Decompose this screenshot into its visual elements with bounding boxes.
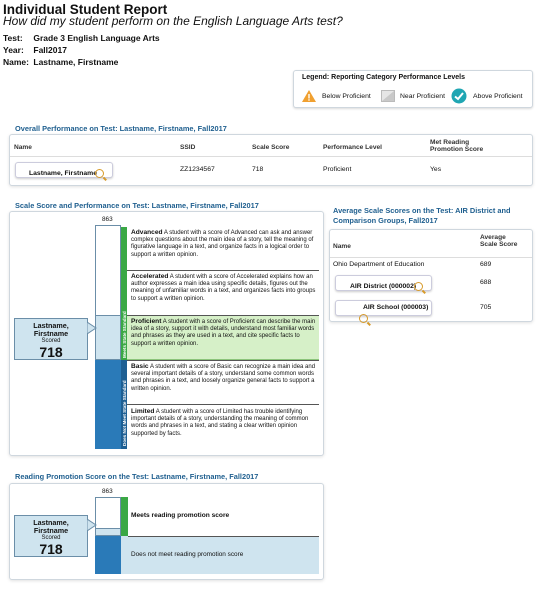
overall-panel <box>9 134 533 186</box>
scale-panel <box>9 211 324 456</box>
level-limited-name: Limited <box>131 408 155 415</box>
avg-row-state-score: 689 <box>480 261 492 268</box>
promo-pointer-icon <box>87 519 97 531</box>
year-label: Year: <box>3 45 24 55</box>
test-value: Grade 3 English Language Arts <box>33 33 160 43</box>
level-proficient-text: A student with a score of Proficient can describe the main idea of a story, support it with details, understand most familiar words and phrases as they are used in a text, and cite specific facts to support a written opinion. <box>131 319 316 347</box>
report-subtitle: How did my student perform on the English Language Arts test? <box>3 14 343 28</box>
test-label: Test: <box>3 33 23 43</box>
test-row <box>3 33 160 43</box>
avg-col-score: Average Scale Score <box>480 234 518 249</box>
promo-card-scored-label: Scored <box>41 534 61 541</box>
bar-fill-lower <box>95 360 121 449</box>
score-card-value: 718 <box>39 343 63 360</box>
student-score-card <box>14 318 88 360</box>
promo-card-value: 718 <box>39 540 63 557</box>
col-met-promotion: Met Reading Promotion Score <box>430 139 484 154</box>
report-title: Individual Student Report <box>3 2 168 17</box>
col-performance-level: Performance Level <box>323 144 383 151</box>
avg-row-district-score: 688 <box>480 279 492 286</box>
search-icon <box>95 169 104 178</box>
legend-above: Above Proficient <box>473 93 523 100</box>
promo-score-card <box>14 515 88 557</box>
promotion-title: Reading Promotion Score on the Test: Lastname, Firstname, Fall2017 <box>15 472 259 481</box>
promo-bar-fill <box>95 528 121 536</box>
near-proficient-icon <box>381 90 395 102</box>
year-row <box>3 45 67 55</box>
legend-below: Below Proficient <box>322 93 371 100</box>
divider-752 <box>127 270 319 271</box>
col-ssid: SSID <box>180 144 196 151</box>
divider-672 <box>127 404 319 405</box>
district-button[interactable] <box>335 275 432 291</box>
scale-title: Scale Score and Performance on Test: Lastname, Firstname, Fall2017 <box>15 201 259 210</box>
averages-title: Average Scale Scores on the Test: AIR District and Comparison Groups, Fall2017 <box>333 206 511 225</box>
promo-meets-label: Meets reading promotion score <box>131 512 230 519</box>
promo-not-meets-label: Does not meet reading promotion score <box>131 551 244 558</box>
divider-725 <box>127 315 319 316</box>
level-accelerated <box>131 273 317 303</box>
level-limited <box>131 408 317 438</box>
school-button[interactable] <box>335 300 432 316</box>
scale-score-value: 718 <box>252 166 264 173</box>
level-basic <box>131 363 317 393</box>
level-proficient <box>131 318 317 348</box>
met-promotion-value: Yes <box>430 166 442 173</box>
performance-level-value: Proficient <box>323 166 352 173</box>
district-name: AIR District (000002) <box>350 283 417 290</box>
level-limited-text: A student with a score of Limited has trouble identifying important details of a story, understanding the meaning of common words and phrases in a text, and stating a clear written opinion supported by facts. <box>131 409 309 437</box>
promo-card-name-2: Firstname <box>33 525 69 535</box>
tick-863: 863 <box>102 216 113 223</box>
level-basic-text: A student with a score of Basic can recognize a main idea and several important details of a story, understand some common words and phrases in a text, and loosely organize general facts to support a written opinion. <box>131 364 316 392</box>
bar-fill-proficient <box>95 315 121 360</box>
check-circle-icon <box>451 88 467 104</box>
promotion-panel <box>9 483 324 580</box>
meets-standard-label: Meets State Standard <box>122 311 127 358</box>
promo-divider <box>128 536 319 537</box>
level-accelerated-name: Accelerated <box>131 273 169 280</box>
level-basic-name: Basic <box>131 363 149 370</box>
col-scale-score: Scale Score <box>252 144 290 151</box>
student-name: Lastname, Firstname <box>29 170 97 177</box>
score-pointer-icon <box>87 322 97 334</box>
promo-bar-lower <box>95 536 121 574</box>
promo-tick-863: 863 <box>102 488 113 495</box>
score-card-scored-label: Scored <box>41 337 61 344</box>
score-card-name-2: Firstname <box>33 328 69 338</box>
student-name-button[interactable] <box>15 162 113 178</box>
search-icon <box>359 314 368 323</box>
avg-header-divider <box>330 257 532 258</box>
promo-meets-bar <box>121 497 128 536</box>
name-label: Name: <box>3 57 29 67</box>
avg-row-school-score: 705 <box>480 304 492 311</box>
name-value: Lastname, Firstname <box>33 57 119 67</box>
avg-col-name: Name <box>333 243 351 250</box>
ssid-value: ZZ1234567 <box>180 166 215 173</box>
promo-card-name-1: Lastname, <box>33 518 69 527</box>
score-card-name-1: Lastname, <box>33 321 69 330</box>
col-name: Name <box>14 144 32 151</box>
name-row <box>3 57 118 67</box>
year-value: Fall2017 <box>33 45 67 55</box>
level-advanced <box>131 229 317 259</box>
not-meets-standard-label: Does Not Meet State Standard <box>122 380 127 446</box>
avg-row-state-name: Ohio Department of Education <box>333 261 425 268</box>
legend-title: Legend: Reporting Category Performance Levels <box>302 74 465 81</box>
level-accelerated-text: A student with a score of Accelerated explains how an author expresses a main idea using specific details, figures out the meaning of unfamiliar words in a text, and organizes facts into groups to support a written opinion. <box>131 274 316 302</box>
header-divider <box>10 156 532 157</box>
averages-panel <box>329 229 533 322</box>
divider-700 <box>127 360 319 361</box>
level-proficient-name: Proficient <box>131 318 162 325</box>
overall-title: Overall Performance on Test: Lastname, Firstname, Fall2017 <box>15 124 227 133</box>
legend <box>293 70 533 108</box>
legend-near: Near Proficient <box>400 93 445 100</box>
warning-icon <box>301 89 317 103</box>
search-icon <box>414 282 423 291</box>
level-advanced-text: A student with a score of Advanced can ask and answer complex questions about the main idea of a story, tell the meaning of figurative language in a text, and organize facts in a logical order to support a written opinion. <box>131 230 314 258</box>
level-advanced-name: Advanced <box>131 229 163 236</box>
school-name: AIR School (000003) <box>363 304 429 311</box>
